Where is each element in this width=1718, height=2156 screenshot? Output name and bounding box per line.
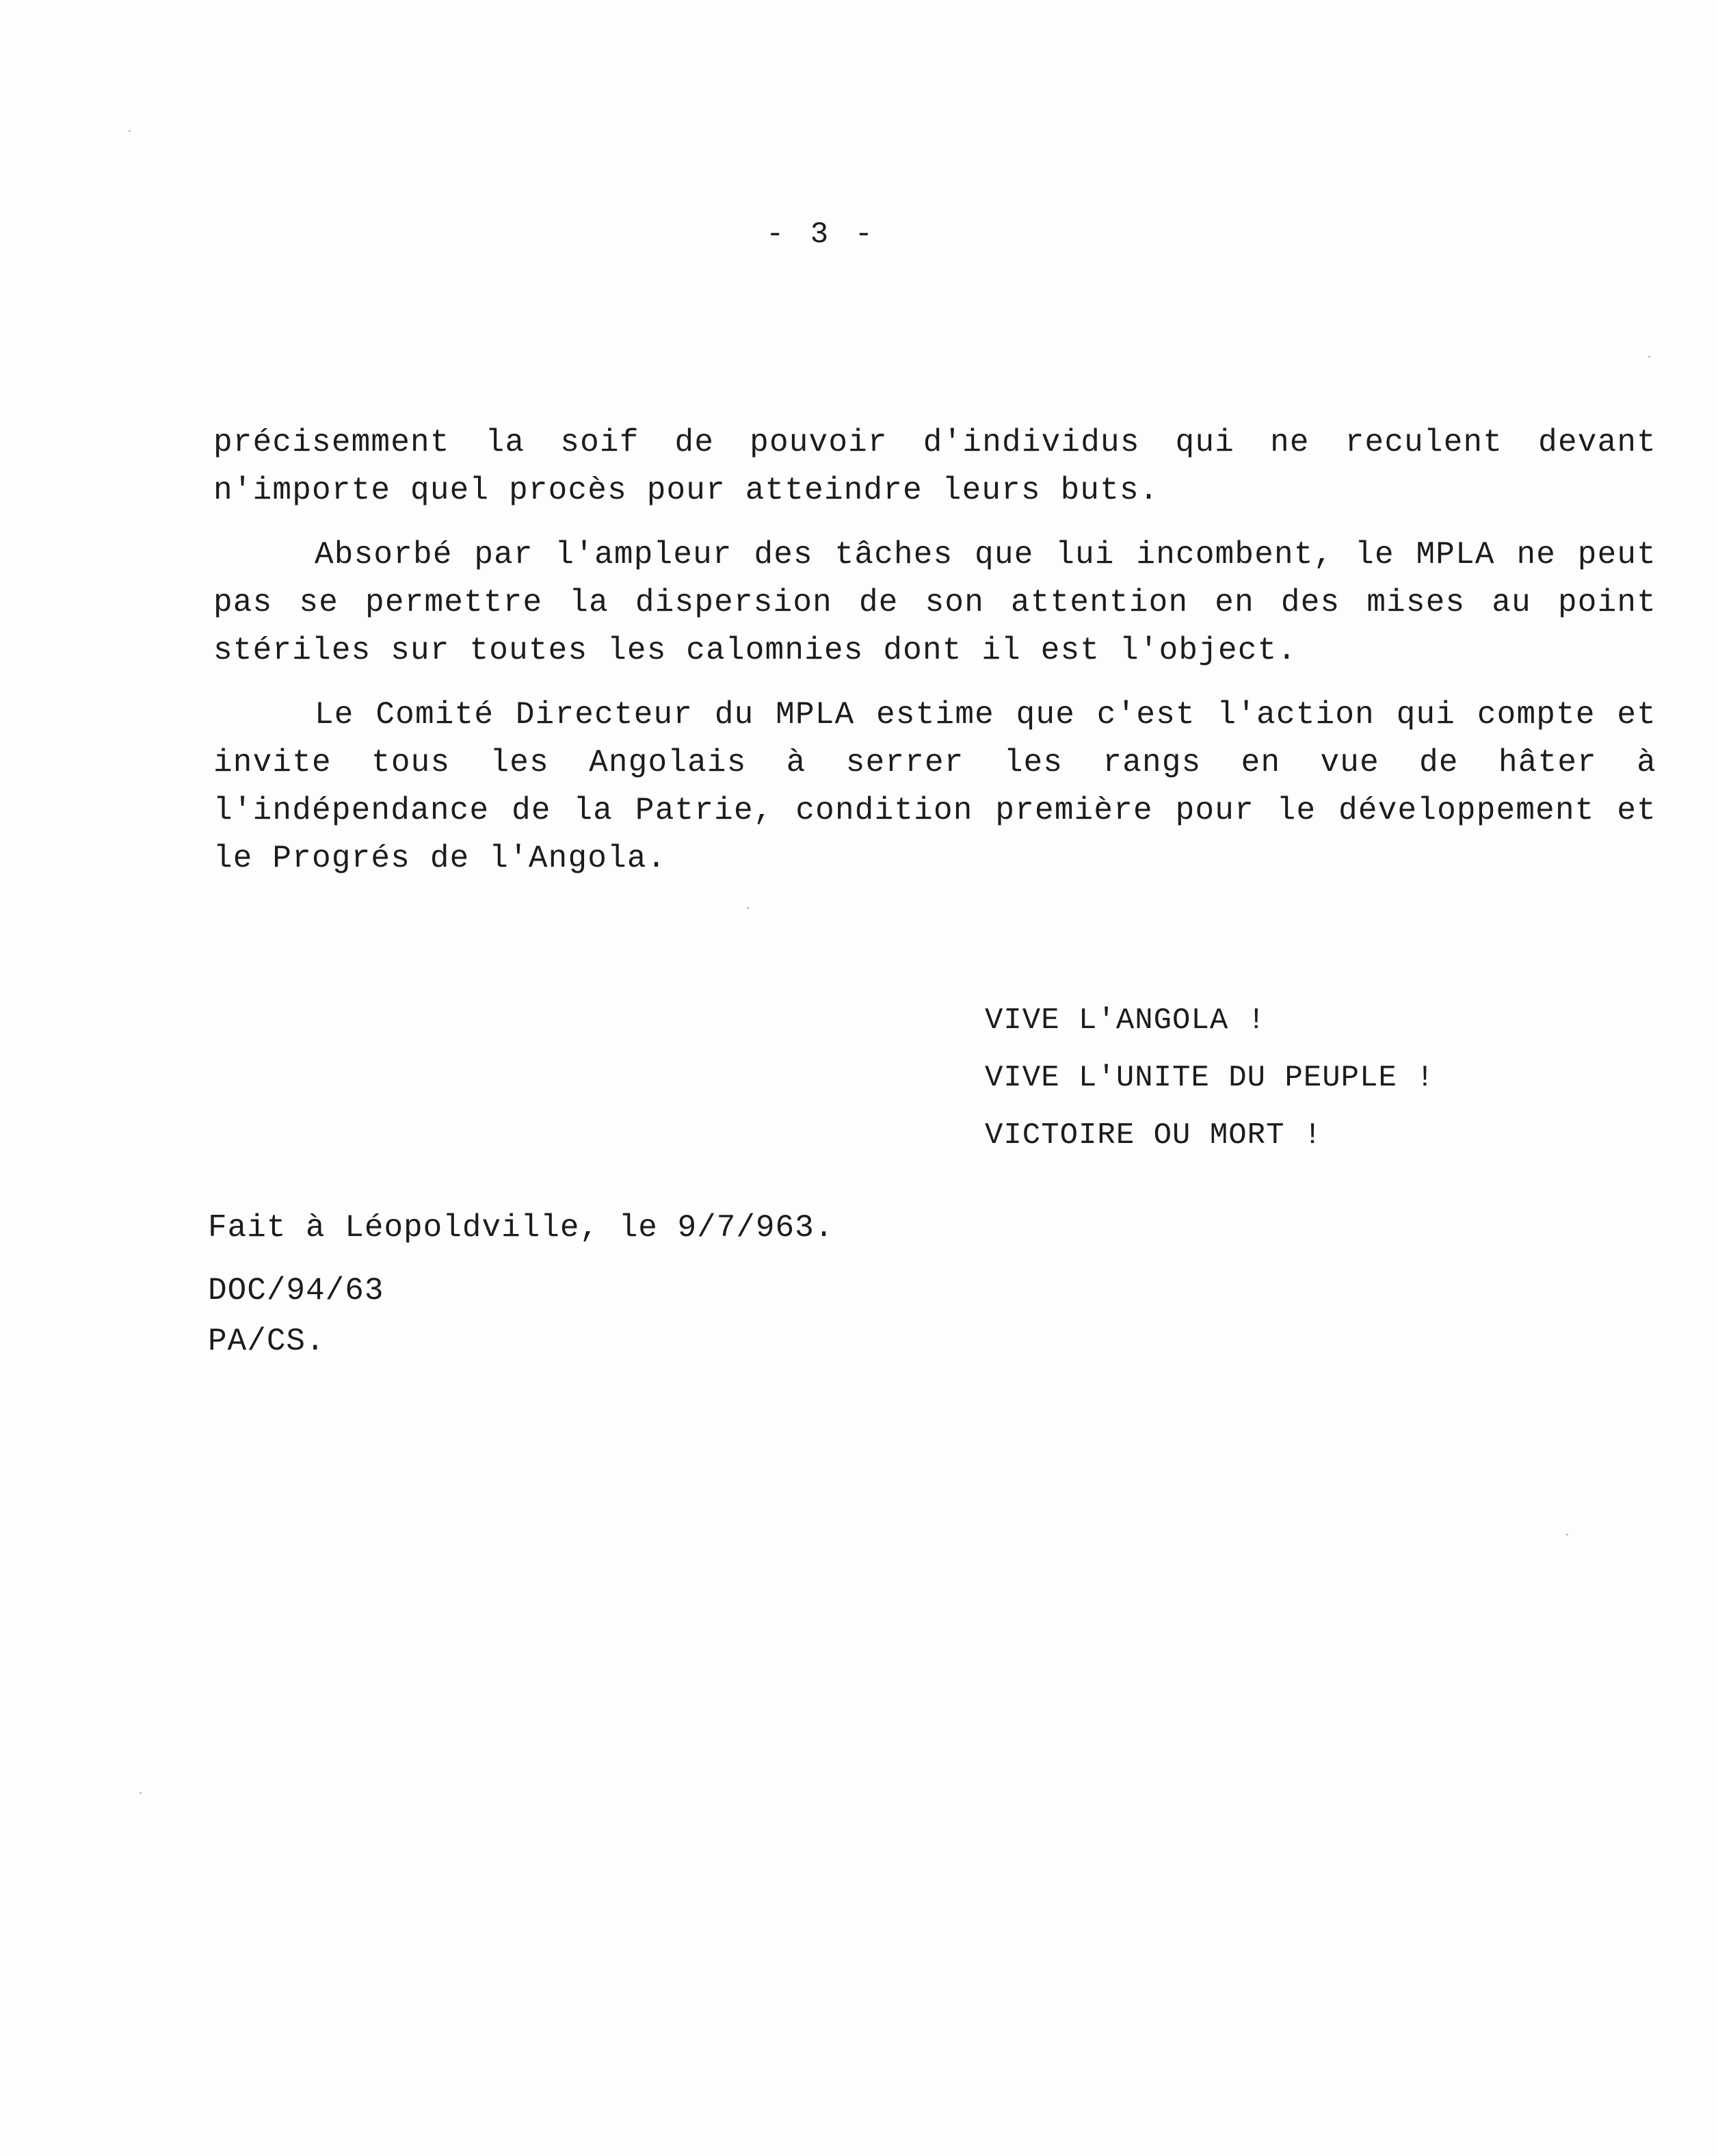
paragraph-2: Absorbé par l'ampleur des tâches que lui incombent, le MPLA ne peut pas se permettre la dispersion de son attention en des mises au point stériles sur toutes les calomnies dont il est l'object.	[213, 537, 1656, 668]
scan-speck	[129, 130, 131, 132]
place-date: Fait à Léopoldville, le 9/7/963.	[208, 1210, 834, 1246]
document-reference: DOC/94/63	[208, 1273, 384, 1309]
slogan-line: VICTOIRE OU MORT !	[985, 1118, 1323, 1153]
closing-block	[208, 1197, 834, 1367]
scan-speck	[1648, 356, 1650, 358]
scan-speck	[747, 907, 749, 909]
paragraph-3: Le Comité Directeur du MPLA estime que c'est l'action qui compte et invite tous les Angolais à serrer les rangs en vue de hâter à l'indépendance de la Patrie, condition première pour le développement et le Progrés de l'Angola.	[213, 697, 1656, 876]
scan-speck	[1566, 1534, 1568, 1536]
paragraph-1: précisemment la soif de pouvoir d'individus qui ne reculent devant n'importe quel procès pour atteindre leurs buts.	[213, 425, 1656, 508]
slogan-line: VIVE L'ANGOLA !	[985, 1003, 1267, 1038]
slogan-line: VIVE L'UNITE DU PEUPLE !	[985, 1061, 1435, 1095]
scan-speck	[140, 1792, 142, 1794]
initials: PA/CS.	[208, 1324, 326, 1359]
slogans-block	[985, 992, 1435, 1164]
page-number: - 3 -	[766, 218, 877, 252]
body-text	[213, 419, 1656, 899]
